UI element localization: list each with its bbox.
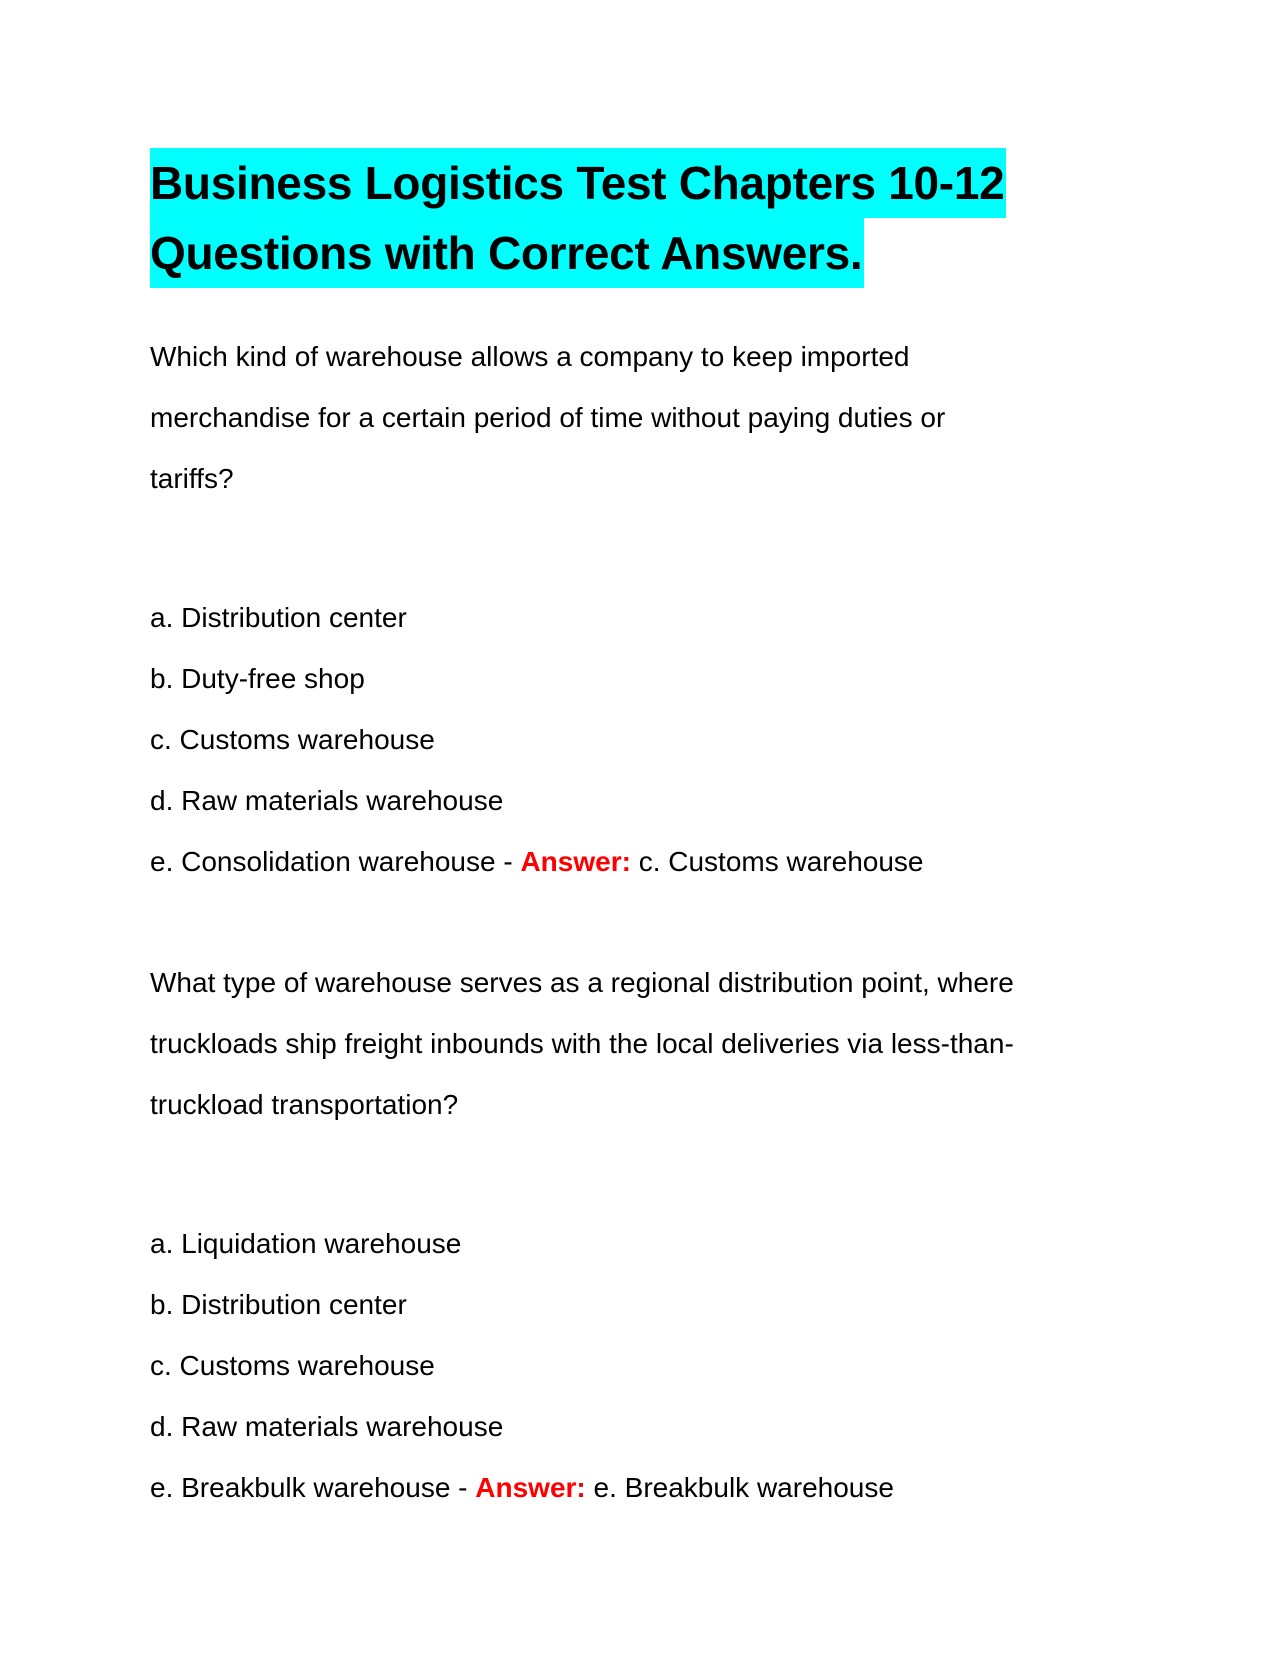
question-2-line-3: truckload transportation? (150, 1089, 459, 1120)
question-1-option-e-with-answer (150, 831, 1110, 892)
question-2-options (150, 1213, 1110, 1518)
question-1-line-1: Which kind of warehouse allows a company to keep imported (150, 341, 910, 372)
title-line-1: Business Logistics Test Chapters 10-12 (150, 148, 1006, 218)
question-2-answer: e. Breakbulk warehouse (585, 1472, 894, 1503)
document-title (150, 148, 1130, 288)
question-1-option-b: b. Duty-free shop (150, 663, 365, 694)
question-1-option-d: d. Raw materials warehouse (150, 785, 504, 816)
question-2-option-d: d. Raw materials warehouse (150, 1411, 504, 1442)
question-2-option-a: a. Liquidation warehouse (150, 1228, 462, 1259)
question-2-option-e: e. Breakbulk warehouse - (150, 1472, 476, 1503)
answer-label: Answer: (475, 1472, 586, 1503)
question-1-options (150, 587, 1110, 892)
title-line-2: Questions with Correct Answers. (150, 218, 864, 288)
question-1-option-e: e. Consolidation warehouse - (150, 846, 521, 877)
answer-label: Answer: (520, 846, 631, 877)
question-1-answer: c. Customs warehouse (630, 846, 924, 877)
question-2-option-c: c. Customs warehouse (150, 1350, 435, 1381)
question-1 (150, 326, 1110, 509)
question-1-option-a: a. Distribution center (150, 602, 407, 633)
question-1-option-c: c. Customs warehouse (150, 724, 435, 755)
question-2-line-1: What type of warehouse serves as a regional distribution point, where (150, 967, 1014, 998)
question-2-option-e-with-answer (150, 1457, 1110, 1518)
question-2-option-b: b. Distribution center (150, 1289, 407, 1320)
question-2 (150, 952, 1110, 1135)
question-1-line-3: tariffs? (150, 463, 234, 494)
question-1-line-2: merchandise for a certain period of time without paying duties or (150, 402, 946, 433)
question-2-line-2: truckloads ship freight inbounds with the local deliveries via less-than- (150, 1028, 1014, 1059)
